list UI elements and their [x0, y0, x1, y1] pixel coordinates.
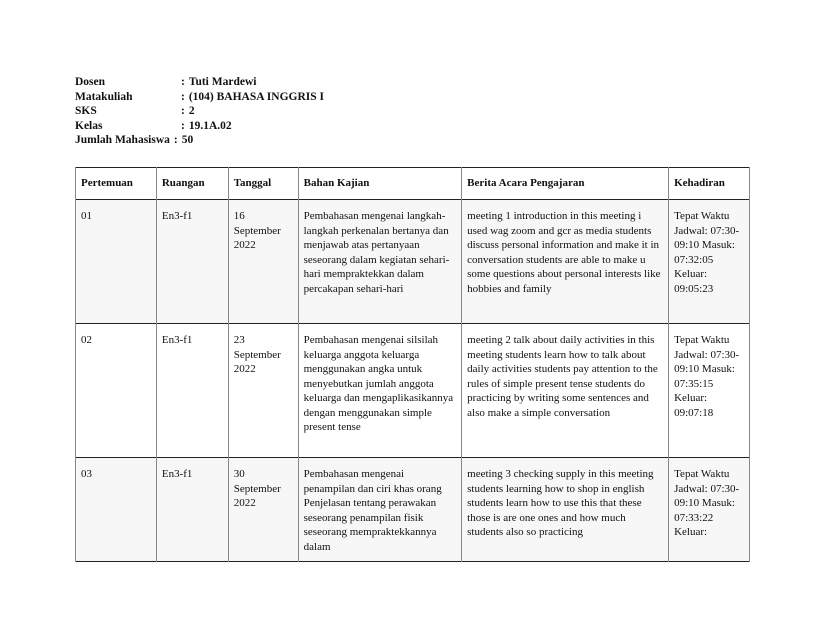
tanggal-cell: 23 September 2022 [228, 324, 298, 458]
kehadiran-cell: Tepat Waktu Jadwal: 07:30-09:10 Masuk: 07:33:22 Keluar: [669, 458, 750, 562]
dosen-label: Dosen [75, 76, 106, 88]
kelas-row [75, 119, 324, 134]
separator: : [181, 76, 185, 88]
sks-row [75, 104, 324, 119]
jumlah-mahasiswa-row [75, 133, 324, 148]
jumlah-mahasiswa-value: 50 [181, 134, 194, 147]
separator: : [181, 90, 185, 103]
table-row [76, 458, 750, 562]
pertemuan-cell: 01 [76, 200, 157, 324]
ruangan-cell: En3-f1 [156, 324, 228, 458]
separator: : [181, 105, 185, 118]
bahan-kajian-cell: Pembahasan mengenai penampilan dan ciri khas orang Penjelasan tentang perawakan seseorang penampilan fisik seseorang mempraktekkannya dalam [298, 458, 462, 562]
kelas-label: Kelas [75, 119, 103, 132]
column-header-ruangan: Ruangan [156, 168, 228, 200]
jumlah-mahasiswa-label: Jumlah Mahasiswa [75, 134, 170, 147]
separator: : [181, 119, 185, 132]
berita-acara-cell: meeting 1 introduction in this meeting i used wag zoom and gcr as media students discuss personal information and make it in conversation students are able to make u some questions about personal interests like hobbies and family [462, 200, 669, 324]
dosen-row [75, 75, 324, 90]
table-header [76, 168, 750, 200]
column-header-bahan-kajian: Bahan Kajian [298, 168, 462, 200]
berita-acara-cell: meeting 3 checking supply in this meeting students learning how to shop in english students learn how to use this that these those is are one ones and how much students also so practicing [462, 458, 669, 562]
table-row [76, 324, 750, 458]
header-row [76, 168, 750, 200]
ruangan-cell: En3-f1 [156, 200, 228, 324]
column-header-pertemuan: Pertemuan [76, 168, 157, 200]
bahan-kajian-cell: Pembahasan mengenai silsilah keluarga anggota keluarga menggunakan angka untuk menyebutkan jumlah anggota keluarga dan mengaplikasikannya dengan menggunakan simple present tense [298, 324, 462, 458]
matakuliah-label: Matakuliah [75, 90, 133, 103]
berita-acara-cell: meeting 2 talk about daily activities in this meeting students learn how to talk about daily activities students pay attention to the rules of simple present tense students do practicing by writing some sentences and also make a simple conversation [462, 324, 669, 458]
pertemuan-cell: 03 [76, 458, 157, 562]
dosen-value: Tuti Mardewi [188, 76, 257, 88]
table-row [76, 200, 750, 324]
bahan-kajian-cell: Pembahasan mengenai langkah-langkah perkenalan bertanya dan menjawab atas pertanyaan seseorang dalam kegiatan sehari-hari mempraktekkan dalam percakapan sehari-hari [298, 200, 462, 324]
kelas-value: 19.1A.02 [188, 119, 232, 132]
ruangan-cell: En3-f1 [156, 458, 228, 562]
column-header-tanggal: Tanggal [228, 168, 298, 200]
pertemuan-cell: 02 [76, 324, 157, 458]
separator: : [173, 134, 178, 147]
kehadiran-cell: Tepat Waktu Jadwal: 07:30-09:10 Masuk: 07:35:15 Keluar: 09:07:18 [669, 324, 750, 458]
sks-label: SKS [75, 105, 97, 118]
attendance-table [75, 167, 750, 562]
column-header-kehadiran: Kehadiran [669, 168, 750, 200]
column-header-berita-acara: Berita Acara Pengajaran [462, 168, 669, 200]
tanggal-cell: 30 September 2022 [228, 458, 298, 562]
course-info-header [75, 75, 324, 148]
table-body [76, 200, 750, 562]
tanggal-cell: 16 September 2022 [228, 200, 298, 324]
matakuliah-row [75, 90, 324, 105]
sks-value: 2 [188, 105, 195, 118]
kehadiran-cell: Tepat Waktu Jadwal: 07:30-09:10 Masuk: 07:32:05 Keluar: 09:05:23 [669, 200, 750, 324]
matakuliah-value: (104) BAHASA INGGRIS I [188, 90, 324, 103]
